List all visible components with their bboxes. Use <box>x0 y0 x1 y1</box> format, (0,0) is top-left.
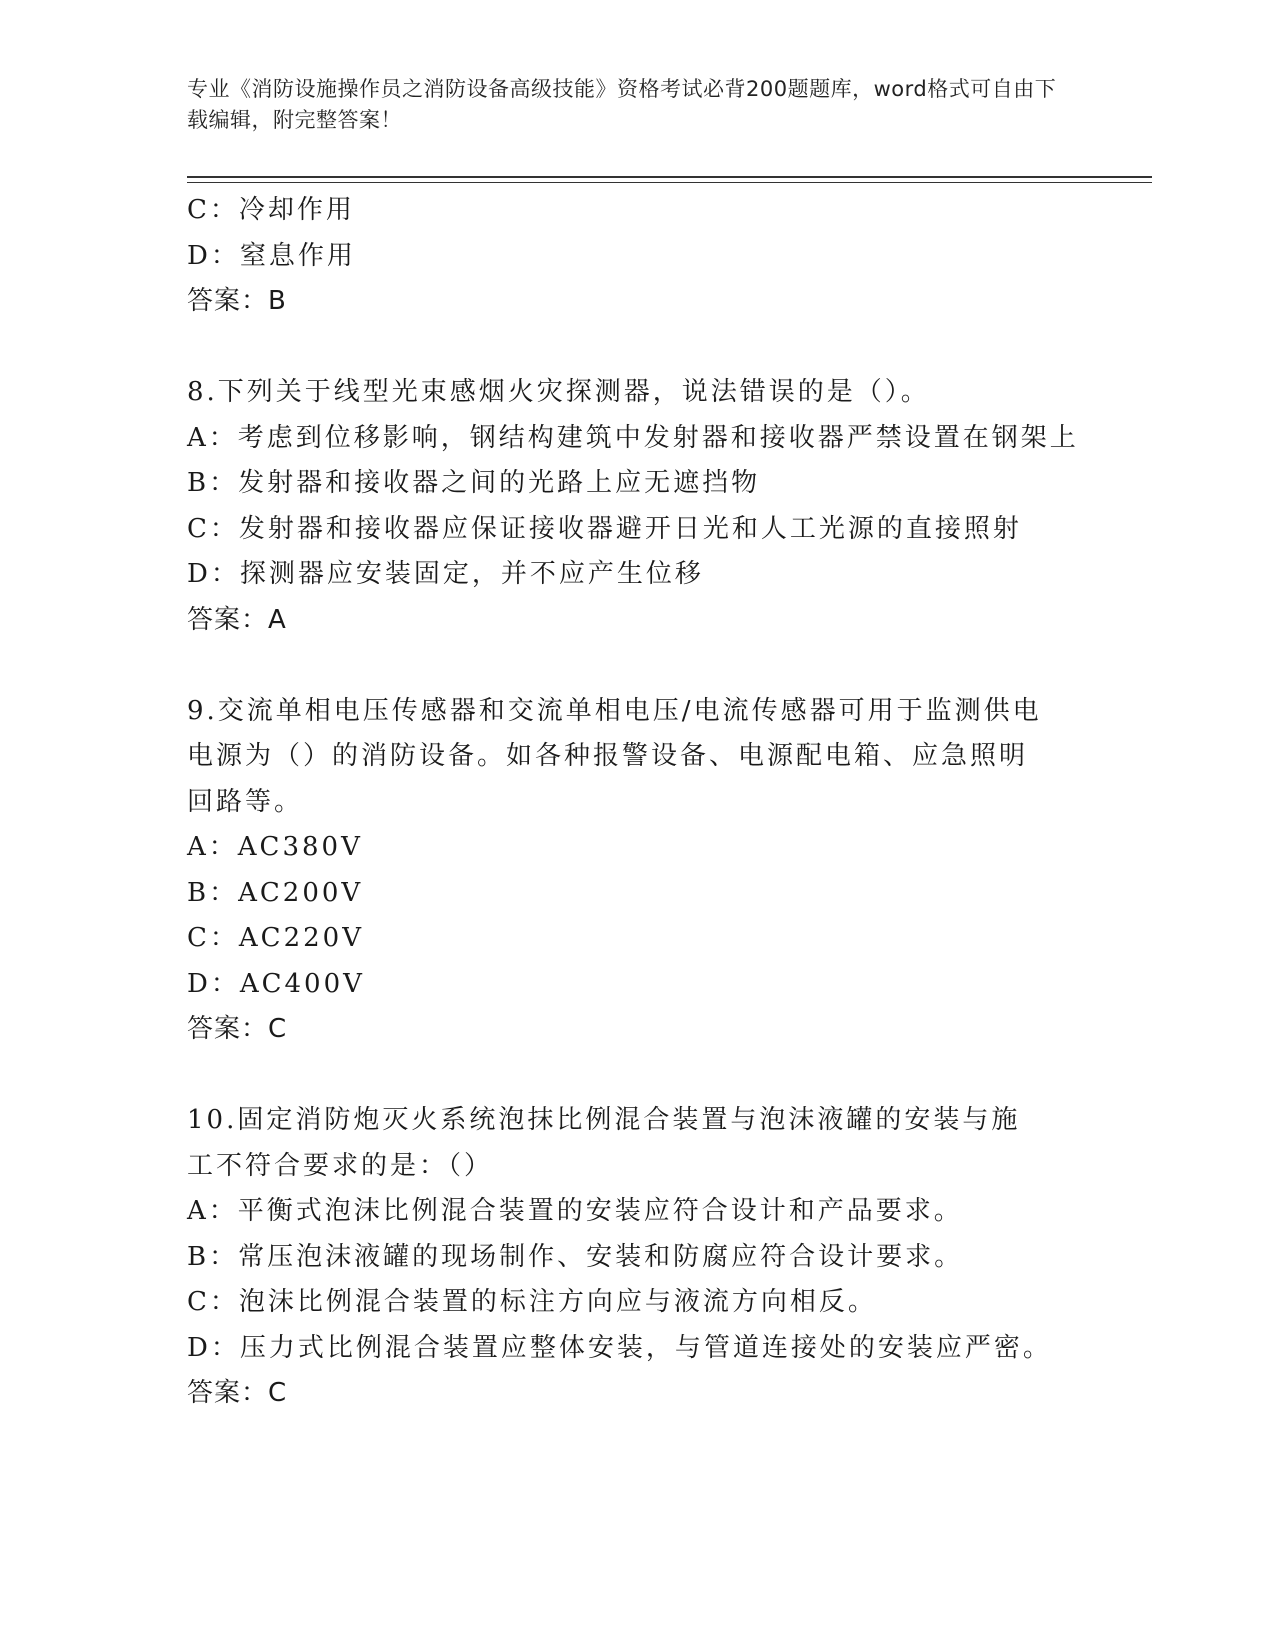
option-d: D：压力式比例混合装置应整体安装，与管道连接处的安装应严密。 <box>187 1332 1052 1363</box>
spacer <box>187 325 1087 371</box>
answer-line: 答案：A <box>187 604 287 635</box>
option-c: C：发射器和接收器应保证接收器避开日光和人工光源的直接照射 <box>187 513 1022 544</box>
spacer <box>187 643 1087 689</box>
option-b: B：常压泡沫液罐的现场制作、安装和防腐应符合设计要求。 <box>187 1241 964 1272</box>
option-b: B：AC200V <box>187 877 364 908</box>
question-stem: 8.下列关于线型光束感烟火灾探测器，说法错误的是（）。 <box>187 377 930 407</box>
question-10 <box>187 1098 1087 1417</box>
option-d: D：窒息作用 <box>187 240 356 271</box>
option-a: A：考虑到位移影响，钢结构建筑中发射器和接收器严禁设置在钢架上 <box>187 422 1079 453</box>
question-list <box>187 188 1087 1417</box>
option-c: C：冷却作用 <box>187 195 355 225</box>
spacer <box>187 1053 1087 1099</box>
option-c: C：AC220V <box>187 923 364 953</box>
option-d: D：AC400V <box>187 968 365 999</box>
question-stem: 9.交流单相电压传感器和交流单相电压/电流传感器可用于监测供电电源为（）的消防设备。如各种报警设备、电源配电箱、应急照明回路等。 <box>187 695 1042 817</box>
question-9 <box>187 689 1087 1053</box>
answer-line: 答案：C <box>187 1014 288 1044</box>
header-divider <box>187 176 1152 183</box>
option-a: A：平衡式泡沫比例混合装置的安装应符合设计和产品要求。 <box>187 1196 963 1226</box>
option-a: A：AC380V <box>187 832 363 862</box>
question-8 <box>187 370 1087 643</box>
option-d: D：探测器应安装固定，并不应产生位移 <box>187 559 704 589</box>
page-header: 专业《消防设施操作员之消防设备高级技能》资格考试必背200题题库，word格式可自由下载编辑，附完整答案！ <box>187 77 1057 132</box>
option-b: B：发射器和接收器之间的光路上应无遮挡物 <box>187 468 761 498</box>
option-c: C：泡沫比例混合装置的标注方向应与液流方向相反。 <box>187 1287 877 1317</box>
question-stem: 10.固定消防炮灭火系统泡抹比例混合装置与泡沫液罐的安装与施工不符合要求的是：（） <box>187 1105 1021 1181</box>
question-continued <box>187 188 1087 325</box>
answer-line: 答案：C <box>187 1378 288 1408</box>
answer-line: 答案：B <box>187 286 287 316</box>
